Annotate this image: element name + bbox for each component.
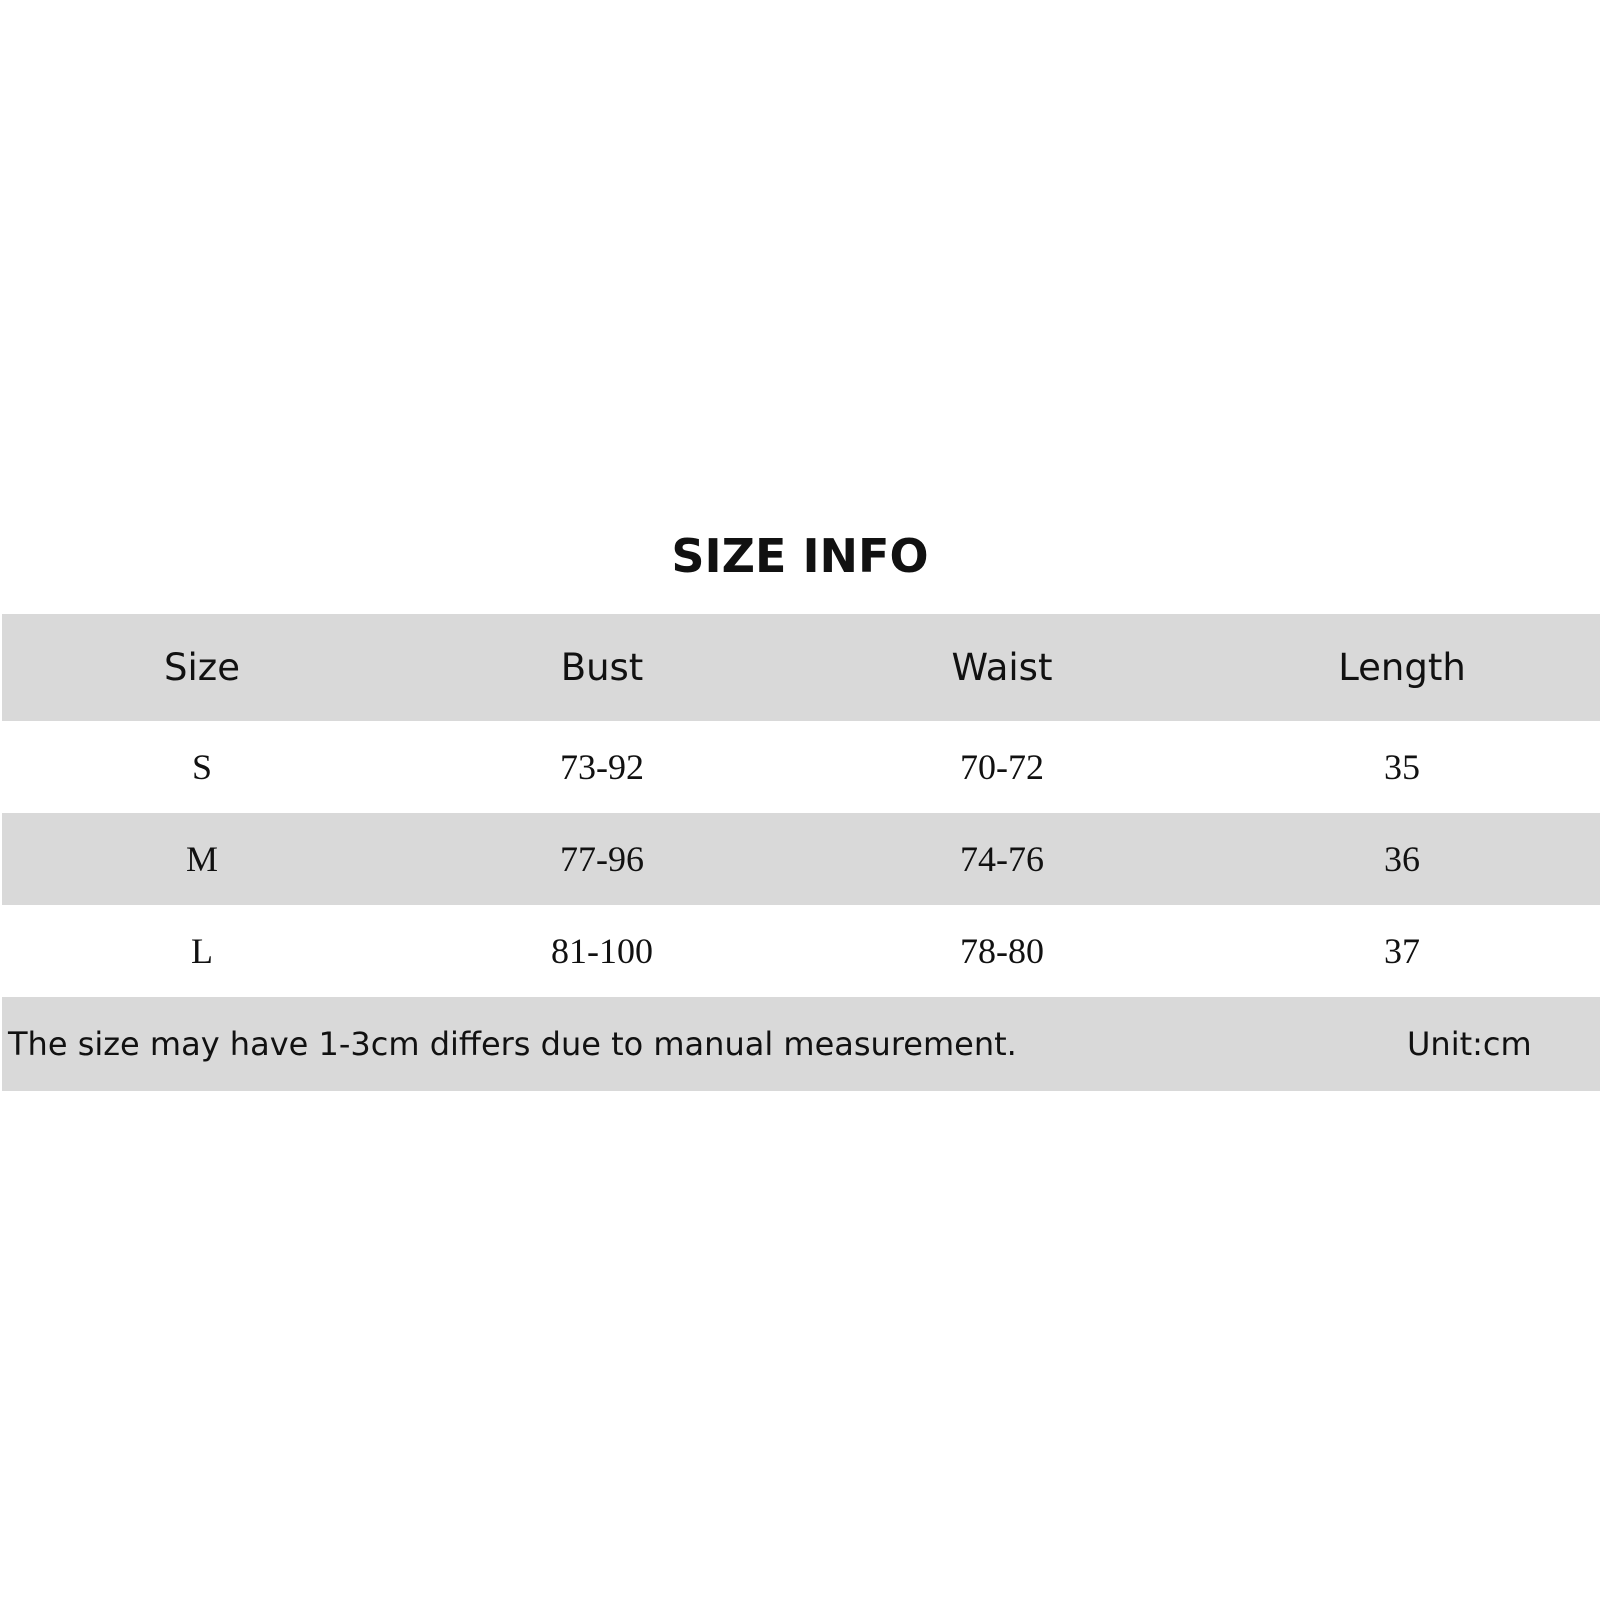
header-size: Size <box>164 646 240 689</box>
header-length: Length <box>1338 646 1466 689</box>
cell-waist: 78-80 <box>960 931 1044 971</box>
cell-size: S <box>191 747 213 787</box>
cell-length: 36 <box>1384 839 1420 879</box>
header-waist: Waist <box>951 646 1053 689</box>
cell-bust: 81-100 <box>551 931 653 971</box>
table-row <box>2 813 1600 905</box>
size-table <box>2 614 1600 1091</box>
page-title: SIZE INFO <box>671 529 929 583</box>
cell-waist: 70-72 <box>960 747 1044 787</box>
header-bust: Bust <box>560 646 644 689</box>
measurement-note: The size may have 1-3cm differs due to manual measurement. <box>8 1025 1017 1063</box>
cell-waist: 74-76 <box>960 839 1044 879</box>
table-row <box>2 905 1600 997</box>
cell-length: 35 <box>1384 747 1420 787</box>
cell-size: M <box>185 839 218 879</box>
cell-size: L <box>191 931 213 971</box>
table-footer-row <box>2 997 1600 1091</box>
unit-label: Unit:cm <box>1407 1025 1532 1063</box>
cell-length: 37 <box>1384 931 1420 971</box>
cell-bust: 73-92 <box>560 747 644 787</box>
cell-bust: 77-96 <box>560 839 644 879</box>
table-header-row <box>2 614 1600 721</box>
table-row <box>2 721 1600 813</box>
